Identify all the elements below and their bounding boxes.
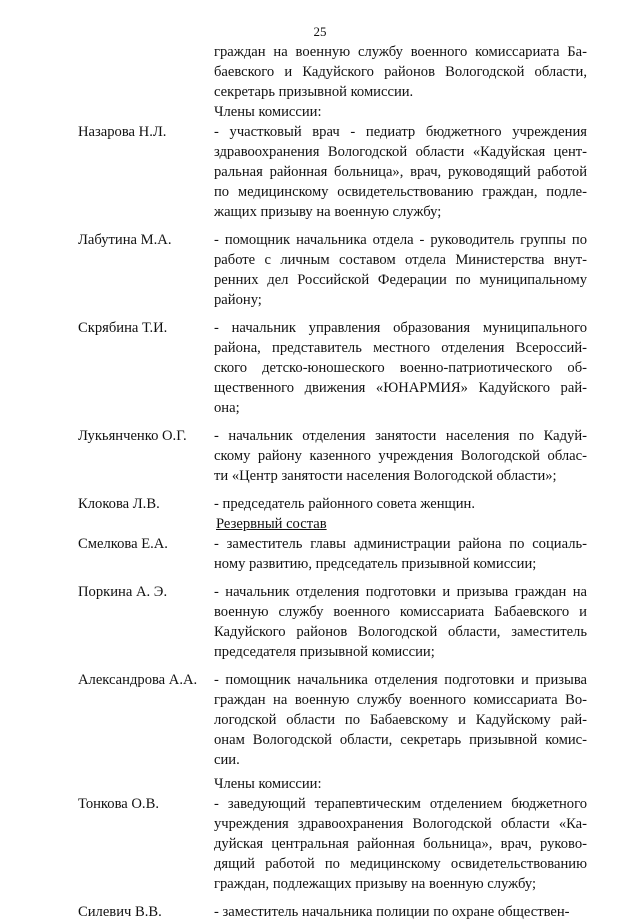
member-entry (0, 534, 640, 574)
description-line: ского детско-юношеского военно-патриотического об- (214, 360, 587, 376)
member-name: Лукьянченко О.Г. (78, 428, 187, 444)
description-line: ральная районная больница», врач, руководящий работой (214, 164, 587, 180)
member-name: Клокова Л.В. (78, 496, 160, 512)
description-line: ренних дел Российской Федерации по муниципальному (214, 272, 587, 288)
description-line: - начальник управления образования муниципального (214, 320, 587, 336)
main-members-list (0, 122, 640, 514)
description-line: району; (214, 292, 262, 308)
description-line: здравоохранения Вологодской области «Кадуйская цент- (214, 144, 587, 160)
member-description (214, 534, 587, 574)
description-line: щественного движения «ЮНАРМИЯ» Кадуйского рай- (214, 380, 587, 396)
member-name: Лабутина М.А. (78, 232, 172, 248)
member-name: Поркина А. Э. (78, 584, 168, 600)
member-name: Силевич В.В. (78, 904, 162, 920)
description-line: скому району казенного учреждения Вологодской облас- (214, 448, 587, 464)
intro-line: граждан на военную службу военного комиссариата Ба- (214, 44, 587, 60)
description-line: она; (214, 400, 240, 416)
member-entry (0, 794, 640, 894)
description-line: - заведующий терапевтическим отделением бюджетного (214, 796, 587, 812)
intro-paragraph (214, 42, 587, 102)
description-line: ти «Центр занятости населения Вологодской области»; (214, 468, 557, 484)
member-description (214, 902, 587, 922)
member-name: Александрова А.А. (78, 672, 198, 688)
description-line: по медицинскому освидетельствованию граждан, подле- (214, 184, 587, 200)
description-line: граждан, подлежащих призыву на военную службу; (214, 876, 537, 892)
description-line: работе с личным составом отдела Министерства внут- (214, 252, 587, 268)
description-line: дуйская центральная районная больница», врач, руково- (214, 836, 587, 852)
member-description (214, 426, 587, 486)
member-name: Скрябина Т.И. (78, 320, 168, 336)
description-line: учреждения здравоохранения Вологодской области «Ка- (214, 816, 587, 832)
intro-line: секретарь призывной комиссии. (214, 84, 414, 100)
description-line: дящий работой по медицинскому освидетельствованию (214, 856, 587, 872)
member-entry (0, 670, 640, 770)
description-line: - помощник начальника отдела - руководитель группы по (214, 232, 587, 248)
member-name: Назарова Н.Л. (78, 124, 167, 140)
member-description (214, 318, 587, 418)
member-entry (0, 494, 640, 514)
description-line: - участковый врач - педиатр бюджетного учреждения (214, 124, 587, 140)
member-description (214, 670, 587, 770)
document-body (0, 42, 640, 922)
member-description (214, 230, 587, 310)
description-line: председателя призывной комиссии; (214, 644, 435, 660)
member-entry (0, 426, 640, 486)
reserve-heading: Резервный состав (216, 516, 327, 532)
member-entry (0, 122, 640, 222)
description-line: Кадуйского районов Вологодской области, заместитель (214, 624, 587, 640)
member-description (214, 794, 587, 894)
intro-line: баевского и Кадуйского районов Вологодской области, (214, 64, 587, 80)
members-heading: Члены комиссии: (214, 104, 322, 120)
description-line: логодской области по Бабаевскому и Кадуйскому рай- (214, 712, 587, 728)
member-description (214, 122, 587, 222)
reserve-commission-members-list (0, 794, 640, 922)
reserve-members-list (0, 534, 640, 770)
description-line: военную службу военного комиссариата Бабаевского и (214, 604, 587, 620)
description-line: - начальник отделения занятости населения по Кадуй- (214, 428, 587, 444)
member-description (214, 494, 587, 514)
description-line: сии. (214, 752, 240, 768)
description-line: - заместитель главы администрации района по социаль- (214, 536, 587, 552)
description-line: - помощник начальника отделения подготовки и призыва (214, 672, 587, 688)
page-number: 25 (313, 24, 327, 39)
member-entry (0, 582, 640, 662)
description-line: граждан на военную службу военного комиссариата Во- (214, 692, 587, 708)
member-name: Тонкова О.В. (78, 796, 159, 812)
description-line: района, представитель местного отделения Всероссий- (214, 340, 587, 356)
description-line: - начальник отделения подготовки и призыва граждан на (214, 584, 587, 600)
description-line: онам Вологодской области, секретарь призывной комис- (214, 732, 587, 748)
description-line: жащих призыву на военную службу; (214, 204, 442, 220)
member-name: Смелкова Е.А. (78, 536, 168, 552)
member-entry (0, 230, 640, 310)
description-line: - заместитель начальника полиции по охране обществен- (214, 904, 570, 920)
member-entry (0, 318, 640, 418)
member-entry (0, 902, 640, 922)
members-heading: Члены комиссии: (214, 776, 322, 792)
member-description (214, 582, 587, 662)
description-line: - председатель районного совета женщин. (214, 496, 476, 512)
description-line: ному развитию, председатель призывной комиссии; (214, 556, 537, 572)
